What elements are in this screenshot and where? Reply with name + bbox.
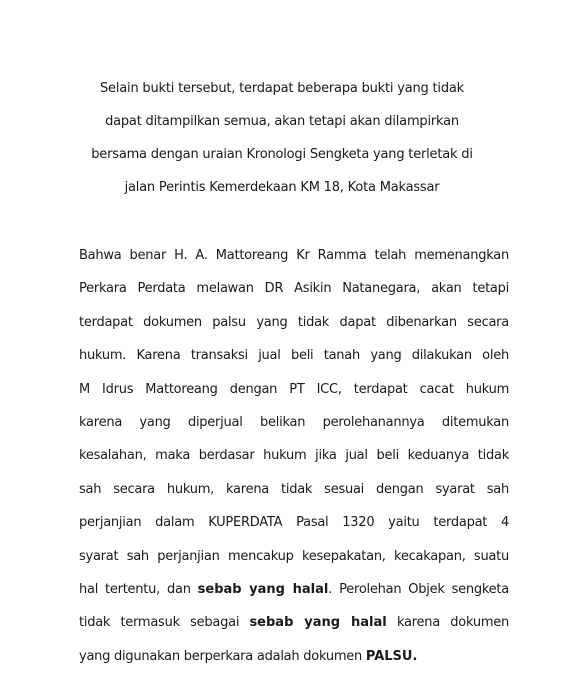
- intro-line-3: bersama dengan uraian Kronologi Sengketa yang terletak di: [91, 147, 473, 162]
- body-line-12-text-a: tidak termasuk sebagai: [79, 615, 250, 631]
- body-line-12: [79, 606, 509, 639]
- intro-line-1: Selain bukti tersebut, terdapat beberapa bukti yang tidak: [100, 81, 464, 96]
- body-line-12-text-c: karena dokumen: [386, 615, 509, 631]
- emphasis-palsu: PALSU.: [365, 648, 418, 664]
- body-line-9: perjanjian dalam KUPERDATA Pasal 1320 yaitu terdapat 4: [79, 515, 509, 531]
- body-line-11: [79, 573, 509, 606]
- body-line-11-text-c: . Perolehan Objek sengketa: [328, 581, 509, 597]
- intro-paragraph: [60, 72, 504, 204]
- intro-line-2: dapat ditampilkan semua, akan tetapi akan dilampirkan: [105, 114, 459, 129]
- body-line-11-text-a: hal tertentu, dan: [79, 581, 198, 597]
- body-line-3: terdapat dokumen palsu yang tidak dapat dibenarkan secara: [79, 314, 509, 330]
- body-line-13-text-a: yang digunakan berperkara adalah dokumen: [79, 648, 366, 664]
- intro-line-4: jalan Perintis Kemerdekaan KM 18, Kota Makassar: [124, 180, 440, 195]
- body-line-7: kesalahan, maka berdasar hukum jika jual beli keduanya tidak: [79, 448, 509, 464]
- body-line-2: Perkara Perdata melawan DR Asikin Natanegara, akan tetapi: [79, 281, 509, 297]
- body-line-1: Bahwa benar H. A. Mattoreang Kr Ramma telah memenangkan: [79, 248, 509, 263]
- body-line-4: hukum. Karena transaksi jual beli tanah yang dilakukan oleh: [79, 348, 509, 364]
- emphasis-sebab-yang-halal-1: sebab yang halal: [197, 581, 329, 597]
- body-line-13: [79, 640, 509, 673]
- body-line-6: karena yang diperjual belikan perolehanannya ditemukan: [79, 414, 509, 430]
- body-line-5: M Idrus Mattoreang dengan PT ICC, terdapat cacat hukum: [79, 381, 509, 397]
- body-line-10: syarat sah perjanjian mencakup kesepakatan, kecakapan, suatu: [79, 548, 509, 564]
- main-paragraph: [79, 239, 509, 673]
- emphasis-sebab-yang-halal-2: sebab yang halal: [249, 615, 387, 631]
- body-line-8: sah secara hukum, karena tidak sesuai dengan syarat sah: [79, 481, 509, 497]
